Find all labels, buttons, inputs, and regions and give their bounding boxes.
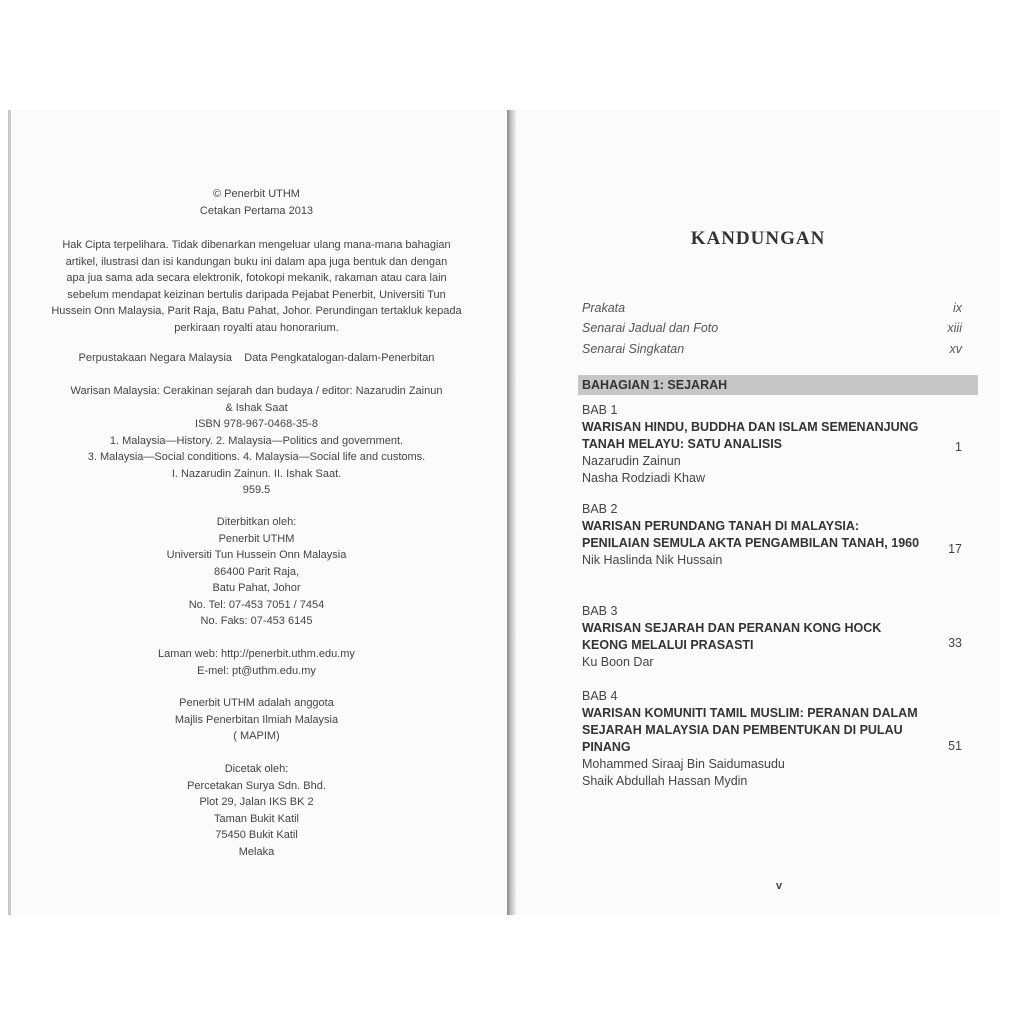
printer-line: Dicetak oleh: xyxy=(224,763,289,775)
printer-line: 75450 Bukit Katil xyxy=(215,829,298,841)
toc-entry-page: xv xyxy=(949,342,962,356)
copyright: © Penerbit UTHM xyxy=(213,188,300,200)
chapter-title: WARISAN PERUNDANG TANAH DI MALAYSIA: PENILAIAN SEMULA AKTA PENGAMBILAN TANAH, 1960 xyxy=(582,519,920,550)
membership-block xyxy=(8,695,505,745)
printer-line: Taman Bukit Katil xyxy=(214,812,299,825)
catalog-line: & Ishak Saat xyxy=(225,401,288,414)
catalog-line: ISBN 978-967-0468-35-8 xyxy=(195,418,318,430)
publisher-line: Universiti Tun Hussein Onn Malaysia xyxy=(166,549,347,561)
catalog-heading: Perpustakaan Negara Malaysia Data Pengkatalogan-dalam-Penerbitan xyxy=(78,352,435,364)
toc-chapter-1[interactable] xyxy=(582,402,962,487)
chapter-author: Nazarudin Zainun xyxy=(582,454,681,468)
publisher-line: 86400 Parit Raja, xyxy=(214,565,299,578)
chapter-number: BAB 1 xyxy=(582,403,618,417)
chapter-author: Shaik Abdullah Hassan Mydin xyxy=(582,774,748,788)
website-link[interactable]: Laman web: http://penerbit.uthm.edu.my xyxy=(158,648,355,660)
catalog-line: Warisan Malaysia: Cerakinan sejarah dan budaya / editor: Nazarudin Zainun xyxy=(70,385,443,397)
toc-entry-senarai-jadual[interactable] xyxy=(582,321,962,335)
chapter-number: BAB 2 xyxy=(582,502,618,516)
chapter-author: Mohammed Siraaj Bin Saidumasudu xyxy=(582,757,785,771)
chapter-author: Nik Haslinda Nik Hussain xyxy=(582,553,723,567)
catalog-line: 1. Malaysia—History. 2. Malaysia—Politics and government. xyxy=(109,434,404,447)
chapter-number: BAB 3 xyxy=(582,604,618,618)
publisher-line: No. Faks: 07-453 6145 xyxy=(200,615,313,627)
membership-line: Majlis Penerbitan Ilmiah Malaysia xyxy=(174,713,339,726)
toc-entry-label: Senarai Singkatan xyxy=(582,342,685,356)
publisher-block xyxy=(8,514,505,630)
rights-line: artikel, ilustrasi dan isi kandungan buku ini dalam apa juga bentuk dan dengan xyxy=(65,255,448,268)
toc-title: KANDUNGAN xyxy=(690,228,826,249)
membership-line: Penerbit UTHM adalah anggota xyxy=(179,697,334,709)
membership-line: ( MAPIM) xyxy=(233,730,280,742)
web-block xyxy=(8,646,505,679)
chapter-title: WARISAN SEJARAH DAN PERANAN KONG HOCK KEONG MELALUI PRASASTI xyxy=(582,621,882,652)
toc-entry-page: ix xyxy=(952,301,962,315)
chapter-number: BAB 4 xyxy=(582,689,618,703)
chapter-page-number: 1 xyxy=(955,440,962,454)
publisher-line: No. Tel: 07-453 7051 / 7454 xyxy=(188,598,325,611)
catalog-line: 3. Malaysia—Social conditions. 4. Malaysia—Social life and customs. xyxy=(87,451,426,463)
chapter-author: Ku Boon Dar xyxy=(582,655,654,669)
chapter-title: WARISAN HINDU, BUDDHA DAN ISLAM SEMENANJUNG TANAH MELAYU: SATU ANALISIS xyxy=(582,420,919,451)
printer-line: Percetakan Surya Sdn. Bhd. xyxy=(187,779,326,792)
toc-entry-prakata[interactable] xyxy=(582,301,962,315)
toc-chapter-2[interactable] xyxy=(582,501,962,569)
rights-line: perkiraan royalti atau honorarium. xyxy=(174,321,339,334)
printer-line: Melaka xyxy=(238,845,275,858)
rights-line: sebelum mendapat keizinan bertulis daripada Pejabat Penerbit, Universiti Tun xyxy=(67,288,446,301)
toc-entry-label: Prakata xyxy=(582,301,626,315)
chapter-page-number: 17 xyxy=(948,542,962,556)
book-gutter xyxy=(507,110,516,915)
chapter-page-number: 51 xyxy=(948,739,962,753)
email-link[interactable]: E-mel: pt@uthm.edu.my xyxy=(197,664,316,677)
rights-notice xyxy=(8,237,505,336)
publisher-line: Penerbit UTHM xyxy=(218,532,295,545)
toc-entry-page: xiii xyxy=(947,321,962,335)
chapter-author: Nasha Rodziadi Khaw xyxy=(582,471,705,485)
catalog-line: I. Nazarudin Zainun. II. Ishak Saat. xyxy=(171,467,342,480)
rights-line: Hak Cipta terpelihara. Tidak dibenarkan mengeluar ulang mana-mana bahagian xyxy=(62,239,451,251)
copyright-block xyxy=(8,186,505,219)
rights-line: apa jua sama ada secara elektronik, fotokopi mekanik, rakaman atau cara lain xyxy=(66,272,447,284)
toc-entry-senarai-singkatan[interactable] xyxy=(582,342,962,356)
catalog-record xyxy=(8,383,505,499)
toc-entry-label: Senarai Jadual dan Foto xyxy=(582,321,719,335)
chapter-page-number: 33 xyxy=(948,636,962,650)
toc-chapter-4[interactable] xyxy=(582,688,962,790)
catalog-line: 959.5 xyxy=(242,484,271,496)
publisher-line: Diterbitkan oleh: xyxy=(216,516,297,528)
rights-line: Hussein Onn Malaysia, Parit Raja, Batu Pahat, Johor. Perundingan tertakluk kepada xyxy=(51,305,462,317)
chapter-title: WARISAN KOMUNITI TAMIL MUSLIM: PERANAN DALAM SEJARAH MALAYSIA DAN PEMBENTUKAN DI PULAU PINANG xyxy=(582,706,918,754)
section-heading: BAHAGIAN 1: SEJARAH xyxy=(578,375,978,395)
printer-block xyxy=(8,761,505,860)
toc-chapter-3[interactable] xyxy=(582,603,962,671)
edition: Cetakan Pertama 2013 xyxy=(199,204,314,217)
publisher-line: Batu Pahat, Johor xyxy=(212,582,301,594)
printer-line: Plot 29, Jalan IKS BK 2 xyxy=(199,796,314,808)
page-folio: v xyxy=(776,880,783,892)
